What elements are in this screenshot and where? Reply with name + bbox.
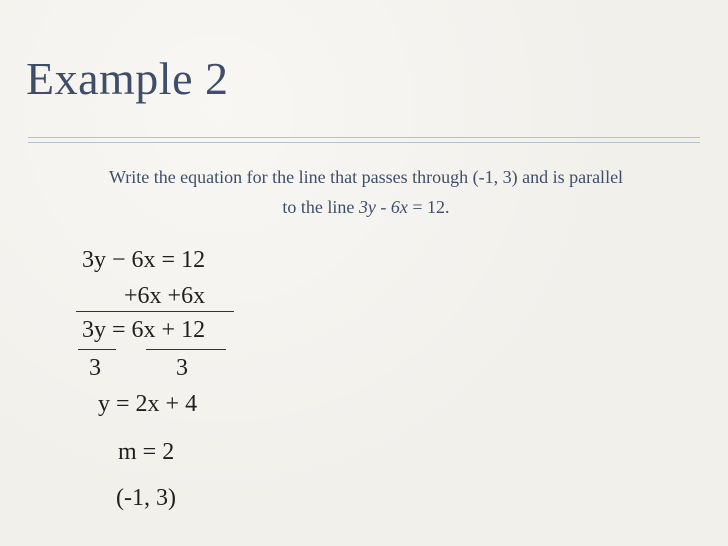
- slope-value: m = 2: [118, 439, 175, 465]
- slide-title: Example 2: [26, 53, 229, 104]
- work-step-4: y = 2x + 4: [98, 391, 198, 417]
- title-divider-bottom: [28, 142, 700, 143]
- denominator-left: 3: [89, 355, 101, 381]
- work-step-2: +6x +6x: [124, 283, 206, 309]
- denominator-right: 3: [176, 355, 188, 381]
- problem-eq-term-6x: 6x: [390, 197, 408, 217]
- problem-line-2: to the line 3y - 6x = 12.: [282, 197, 450, 217]
- work-underline: [76, 311, 234, 312]
- title-divider-top: [28, 137, 700, 138]
- problem-statement: [30, 162, 702, 222]
- work-step-1: 3y − 6x = 12: [82, 247, 206, 273]
- problem-eq-term-3y: 3y: [358, 197, 376, 217]
- fraction-bar-left: [78, 349, 116, 350]
- problem-line-1: Write the equation for the line that passes through (-1, 3) and is parallel: [108, 167, 624, 187]
- fraction-bar-right: [146, 349, 226, 350]
- work-step-3: 3y = 6x + 12: [82, 317, 206, 343]
- given-point: (-1, 3): [116, 485, 176, 511]
